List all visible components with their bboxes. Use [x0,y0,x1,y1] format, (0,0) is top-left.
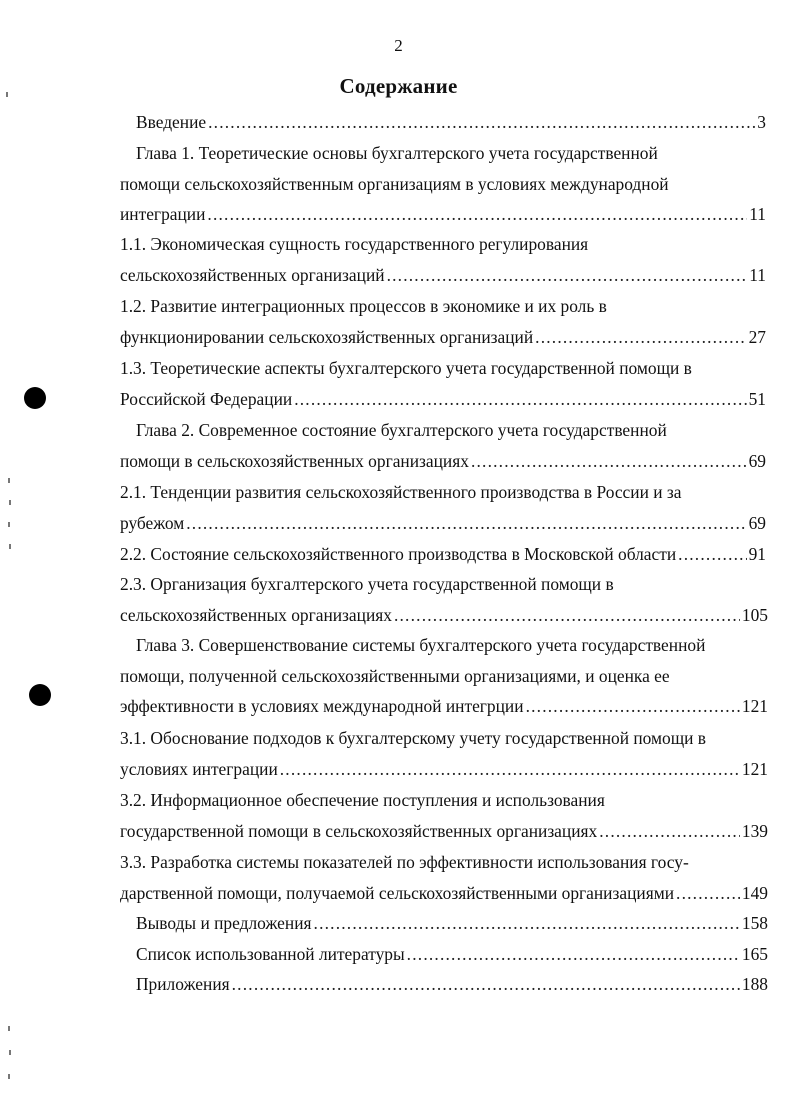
scan-speck [8,522,10,527]
toc-entry-line-last [120,604,768,626]
toc-entry-text: Российской Федерации [120,389,293,409]
toc-page-number: 11 [749,204,766,224]
dot-leader [208,111,755,133]
toc-page-number: 165 [741,944,768,964]
toc-entry-line-last [120,512,766,534]
dot-leader [407,943,740,965]
toc-entry-line-last [120,450,766,472]
toc-entry-text: Выводы и предложения [136,913,312,933]
toc-entry-line-last [120,758,768,780]
toc-page-number: 149 [741,883,768,903]
toc-entry-text: 2.2. Состояние сельскохозяйственного производства в Московской области [120,544,677,564]
toc-page-number: 121 [741,759,768,779]
toc-page-number: 11 [749,265,766,285]
page-title: Содержание [339,74,458,98]
dot-leader [280,758,740,780]
toc-page-number: 69 [748,451,766,471]
toc-entry-line-last [136,973,768,995]
toc-page-number: 105 [741,605,768,625]
toc-entry-line-last [120,326,766,348]
toc-entry-line: 1.2. Развитие интеграционных процессов в экономике и их роль в [120,296,607,316]
toc-page-number: 158 [741,913,768,933]
dot-leader [471,450,747,472]
dot-leader [387,264,748,286]
dot-leader [394,604,740,626]
dot-leader [232,973,740,995]
toc-entry-text: интеграции [120,204,206,224]
scan-speck [8,478,10,483]
toc-page-number: 121 [741,696,768,716]
scan-speck [9,1050,11,1055]
toc-entry-line: Глава 1. Теоретические основы бухгалтерского учета государственной [136,143,658,163]
toc-entry-line: 2.1. Тенденции развития сельскохозяйственного производства в России и за [120,482,682,502]
toc-entry-line-last [136,912,768,934]
toc-entry-line: 2.3. Организация бухгалтерского учета государственной помощи в [120,574,614,594]
dot-leader [535,326,746,348]
toc-entry-line-last [120,388,766,410]
toc-entry-text: Приложения [136,974,230,994]
toc-entry-line: 3.3. Разработка системы показателей по эффективности использования госу- [120,852,689,872]
toc-page-number: 188 [741,974,768,994]
dot-leader [599,820,740,842]
scan-speck [8,1074,10,1079]
punch-hole-bottom [29,684,51,706]
toc-entry-line-last [120,264,766,286]
scan-speck [6,92,8,97]
toc-page-number: 3 [757,112,766,132]
toc-entry-line: 1.1. Экономическая сущность государственного регулирования [120,234,589,254]
toc-entry-text: государственной помощи в сельскохозяйственных организациях [120,821,598,841]
toc-page-number: 69 [748,513,766,533]
dot-leader [207,203,747,225]
toc-entry-text: помощи в сельскохозяйственных организациях [120,451,469,471]
scan-speck [9,500,11,505]
toc-entry-line: помощи, полученной сельскохозяйственными организациями, и оценка ее [120,666,670,686]
toc-page-number: 139 [741,821,768,841]
toc-entry-line: Глава 3. Совершенствование системы бухгалтерского учета государственной [136,635,706,655]
toc-entry-text: условиях интеграции [120,759,278,779]
toc-entry-line-last [120,882,768,904]
dot-leader [678,543,746,565]
toc-entry-line-last [120,820,768,842]
toc-entry-text: Введение [136,112,207,132]
scan-speck [8,1026,10,1031]
dot-leader [294,388,746,410]
toc-entry-text: эффективности в условиях международной интегрции [120,696,524,716]
toc-entry-line-last [120,695,768,717]
toc-entry-text: функционировании сельскохозяйственных организаций [120,327,534,347]
toc-page-number: 27 [748,327,766,347]
toc-entry-text: рубежом [120,513,185,533]
dot-leader [526,695,740,717]
punch-hole-top [24,387,46,409]
toc-entry-line: помощи сельскохозяйственным организациям в условиях международной [120,174,669,194]
dot-leader [186,512,746,534]
toc-entry-text: сельскохозяйственных организациях [120,605,392,625]
toc-page-number: 91 [748,544,766,564]
toc-entry-line-last [120,543,766,565]
toc-entry-line: 3.1. Обоснование подходов к бухгалтерскому учету государственной помощи в [120,728,707,748]
toc-entry-text: сельскохозяйственных организаций [120,265,385,285]
dot-leader [314,912,740,934]
toc-entry-line-last [120,203,766,225]
toc-entry-line: Глава 2. Современное состояние бухгалтерского учета государственной [136,420,667,440]
toc-entry-line-last [136,943,768,965]
toc-entry-line: 3.2. Информационное обеспечение поступления и использования [120,790,605,810]
toc-entry-text: дарственной помощи, получаемой сельскохозяйственными организациями [120,883,675,903]
page-number: 2 [394,36,403,55]
toc-entry-line-last [136,111,766,133]
toc-entry-line: 1.3. Теоретические аспекты бухгалтерского учета государственной помощи в [120,358,692,378]
scan-speck [9,544,11,549]
toc-page-number: 51 [748,389,766,409]
dot-leader [676,882,740,904]
toc-entry-text: Список использованной литературы [136,944,405,964]
